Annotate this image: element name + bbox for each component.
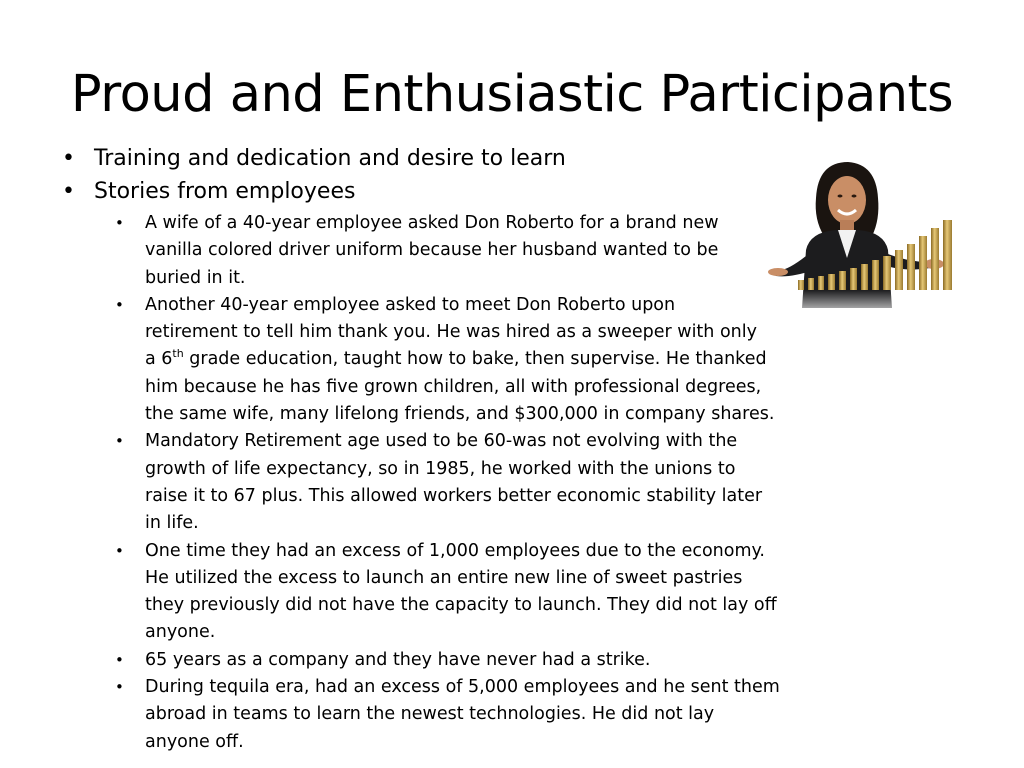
coin-stack: [895, 250, 903, 290]
stories-list: [115, 210, 815, 756]
story-item: [115, 674, 815, 756]
sub-bullet-dot: •: [115, 214, 124, 232]
sub-bullet-dot: •: [115, 432, 124, 451]
sub-bullet-dot: •: [115, 650, 124, 669]
coin-stack: [828, 274, 835, 290]
sub-bullet-dot: •: [115, 541, 124, 560]
coin-stack: [798, 280, 804, 290]
coin-stack: [850, 268, 857, 290]
story-item: [115, 210, 815, 292]
ordinal-superscript: th: [172, 347, 184, 361]
story-line: 65 years as a company and they have never had a strike.: [145, 649, 651, 670]
coin-stack: [943, 220, 952, 290]
bullet-text: Stories from employees: [94, 179, 356, 204]
story-line: the same wife, many lifelong friends, and $300,000 in company shares.: [145, 404, 775, 425]
slide-title: Proud and Enthusiastic Participants: [70, 65, 954, 124]
hand-left-shape: [768, 268, 788, 276]
sub-bullet-dot: •: [115, 295, 124, 314]
coin-stack: [883, 256, 891, 290]
sub-bullet-dot: •: [115, 678, 124, 697]
story-line: in life.: [145, 513, 199, 534]
coin-stack: [907, 244, 915, 290]
bullet-dot: •: [62, 179, 75, 204]
eye-shape: [852, 195, 857, 198]
story-line: anyone off.: [145, 731, 244, 752]
bullet-dot: •: [62, 146, 75, 171]
story-line: him because he has five grown children, all with professional degrees,: [145, 376, 762, 397]
coin-stack: [839, 271, 846, 290]
story-line: Mandatory Retirement age used to be 60-was not evolving with the: [145, 431, 738, 452]
story-line: vanilla colored driver uniform because her husband wanted to be: [145, 240, 719, 261]
face-shape: [828, 176, 866, 224]
coin-stack: [861, 264, 868, 290]
story-line: A wife of a 40-year employee asked Don Roberto for a brand new: [145, 213, 719, 233]
story-item: [115, 292, 815, 428]
story-line: anyone.: [145, 622, 216, 643]
story-line: Another 40-year employee asked to meet Don Roberto upon: [145, 294, 676, 315]
coin-stack: [808, 278, 814, 290]
story-line: raise it to 67 plus. This allowed workers better economic stability later: [145, 485, 763, 506]
bullet-stories: [62, 177, 355, 207]
story-item: [115, 428, 815, 537]
bullet-text: Training and dedication and desire to learn: [94, 146, 566, 171]
coin-stack: [931, 228, 939, 290]
story-line: During tequila era, had an excess of 5,000 employees and he sent them: [145, 677, 780, 698]
bullet-training: [62, 144, 566, 174]
eye-shape: [838, 195, 843, 198]
reflection-surface: [758, 290, 958, 308]
story-line: they previously did not have the capacity to launch. They did not lay off: [145, 595, 777, 616]
story-line: abroad in teams to learn the newest technologies. He did not lay: [145, 704, 715, 725]
story-line-with-superscript: [145, 346, 815, 373]
coin-stack: [919, 236, 927, 290]
coin-stack: [818, 276, 824, 290]
story-item: [115, 538, 815, 647]
story-line: growth of life expectancy, so in 1985, he worked with the unions to: [145, 458, 736, 479]
story-line: One time they had an excess of 1,000 employees due to the economy.: [145, 540, 765, 561]
story-line: He utilized the excess to launch an entire new line of sweet pastries: [145, 567, 743, 588]
story-line: buried in it.: [145, 267, 246, 288]
story-item: [115, 647, 815, 674]
story-text: grade education, taught how to bake, then supervise. He thanked: [183, 349, 767, 370]
story-line: retirement to tell him thank you. He was hired as a sweeper with only: [145, 322, 757, 343]
coin-stack: [872, 260, 879, 290]
story-text: a 6: [145, 349, 173, 370]
businesswoman-coins-image: [758, 158, 958, 308]
